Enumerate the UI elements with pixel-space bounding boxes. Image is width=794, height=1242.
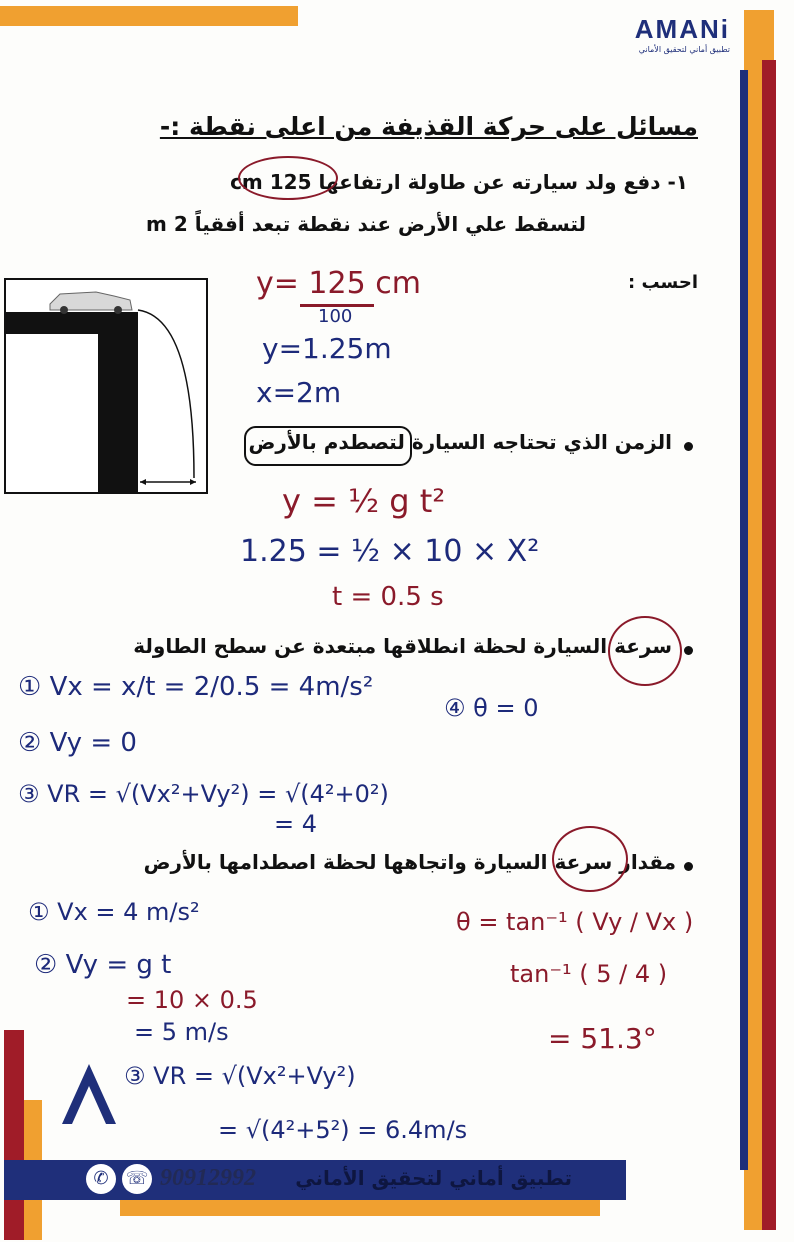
table-inner bbox=[6, 334, 98, 492]
right-navy-stripe bbox=[740, 70, 748, 1170]
highlight-circle-speed bbox=[608, 616, 682, 686]
bullet-q2 bbox=[684, 646, 693, 655]
q2-step-3: ③ VR = √(Vx²+Vy²) = √(4²+0²) bbox=[18, 780, 389, 808]
calc-label: احسب : bbox=[628, 272, 698, 293]
q2-step-2: ② Vy = 0 bbox=[18, 728, 137, 758]
highlight-box-ground bbox=[244, 426, 412, 466]
bullet-q3 bbox=[684, 862, 693, 871]
q2-step-3-result: = 4 bbox=[274, 810, 318, 838]
q1-eq-1: y = ½ g t² bbox=[282, 482, 446, 520]
footer-bar bbox=[4, 1160, 626, 1200]
question-impact-speed: مقدار سرعة السيارة واتجاهها لحظة اصطدامها بالأرض bbox=[143, 850, 676, 874]
brand-logo bbox=[612, 14, 730, 54]
q3-step-1: ① Vx = 4 m/s² bbox=[28, 898, 200, 926]
q3-theta-values: tan⁻¹ ( 5 / 4 ) bbox=[510, 960, 668, 988]
question-launch-speed: سرعة السيارة لحظة انطلاقها مبتعدة عن سطح الطاولة bbox=[133, 634, 672, 658]
table-leg bbox=[98, 312, 138, 492]
given-y-denominator: 100 bbox=[318, 306, 353, 327]
given-y-cm: y= 125 cm bbox=[256, 266, 421, 301]
q2-step-1: ① Vx = x/t = 2/0.5 = 4m/s² bbox=[18, 672, 374, 702]
phone-icon: ☏ bbox=[122, 1164, 152, 1194]
footer-app-name: تطبيق أماني لتحقيق الأماني bbox=[295, 1166, 572, 1190]
whatsapp-icon: ✆ bbox=[86, 1164, 116, 1194]
table-car-diagram bbox=[4, 278, 208, 494]
problem-line-1: ١- دفع ولد سيارته عن طاولة ارتفاعها 125 cm bbox=[230, 170, 688, 194]
q1-eq-3: t = 0.5 s bbox=[332, 582, 444, 612]
q3-theta-result: = 51.3° bbox=[548, 1022, 657, 1055]
q3-step-2: ② Vy = g t bbox=[34, 950, 172, 980]
top-orange-stripe bbox=[0, 6, 298, 26]
given-x-m: x=2m bbox=[256, 376, 342, 409]
problem-line-2: لتسقط علي الأرض عند نقطة تبعد أفقياً 2 m bbox=[146, 212, 586, 236]
q3-step-3-result: = √(4²+5²) = 6.4m/s bbox=[218, 1116, 468, 1144]
q3-step-3: ③ VR = √(Vx²+Vy²) bbox=[124, 1062, 356, 1090]
bullet-q1 bbox=[684, 442, 693, 451]
q1-eq-2: 1.25 = ½ × 10 × X² bbox=[240, 534, 540, 569]
logo-tagline: تطبيق أماني لتحقيق الأماني bbox=[638, 45, 730, 54]
q3-theta-formula: θ = tan⁻¹ ( Vy / Vx ) bbox=[456, 908, 694, 936]
bottom-orange-stripe bbox=[120, 1200, 600, 1216]
highlight-circle-height bbox=[238, 156, 338, 200]
question-time: الزمن الذي تحتاجه السيارة لتصطدم بالأرض bbox=[248, 430, 672, 454]
page-title: مسائل على حركة القذيفة من اعلى نقطة :- bbox=[159, 112, 698, 141]
logo-text: AMANi bbox=[634, 14, 730, 44]
amani-a-icon bbox=[58, 1060, 120, 1128]
footer-phone: 90912992 bbox=[160, 1165, 256, 1191]
left-red-stripe bbox=[4, 1030, 24, 1240]
q2-step-4: ④ θ = 0 bbox=[444, 694, 539, 722]
q3-step-2-mult: = 10 × 0.5 bbox=[126, 986, 258, 1014]
q3-step-2-result: = 5 m/s bbox=[134, 1018, 229, 1046]
highlight-circle-speed-2 bbox=[552, 826, 628, 892]
right-red-stripe bbox=[762, 60, 776, 1230]
given-y-m: y=1.25m bbox=[262, 332, 392, 365]
